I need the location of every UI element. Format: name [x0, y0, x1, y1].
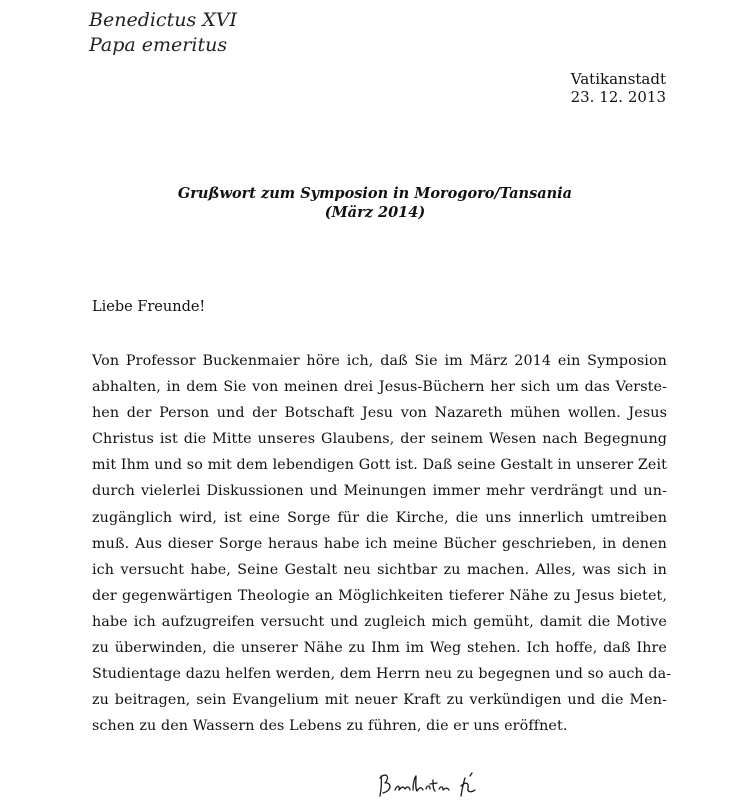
letter-body	[92, 348, 672, 739]
body-line: muß. Aus dieser Sorge heraus habe ich meine Bücher geschrieben, in denen	[92, 535, 667, 552]
body-line: habe ich aufzugreifen versucht und zugleich mich gemüht, damit die Motive	[92, 613, 667, 630]
signature-icon	[375, 768, 495, 804]
salutation: Liebe Freunde!	[92, 299, 206, 315]
date: 23. 12. 2013	[570, 88, 666, 106]
body-line: Studientage dazu helfen werden, dem Herrn neu zu begegnen und so auch da-	[92, 666, 672, 683]
body-line: zu beitragen, sein Evangelium mit neuer Kraft zu verkündigen und die Men-	[92, 692, 667, 709]
place: Vatikanstadt	[570, 70, 666, 88]
body-line: schen zu den Wassern des Lebens zu führen, die er uns eröffnet.	[92, 718, 568, 735]
body-line: Von Professor Buckenmaier höre ich, daß Sie im März 2014 ein Symposion	[92, 353, 667, 369]
body-line: mit Ihm und so mit dem lebendigen Gott ist. Daß seine Gestalt in unserer Zeit	[92, 457, 667, 474]
place-date	[571, 70, 666, 106]
body-line: durch vielerlei Diskussionen und Meinungen immer mehr verdrängt und un-	[92, 483, 667, 500]
body-line: zugänglich wird, ist eine Sorge für die Kirche, die uns innerlich umtreiben	[92, 509, 667, 526]
letterhead-title: Papa emeritus	[89, 34, 228, 56]
letterhead	[89, 8, 237, 58]
heading-line-2: (März 2014)	[324, 204, 426, 221]
body-line: ich versucht habe, Seine Gestalt neu sichtbar zu machen. Alles, was sich in	[92, 561, 667, 578]
body-line: zu überwinden, die unserer Nähe zu Ihm im Weg stehen. Ich hoffe, daß Ihre	[92, 640, 667, 657]
body-line: Christus ist die Mitte unseres Glaubens, der seinem Wesen nach Begegnung	[92, 431, 667, 448]
letterhead-name: Benedictus XVI	[89, 9, 237, 31]
body-line: der gegenwärtigen Theologie an Möglichkeiten tieferer Nähe zu Jesus bietet,	[92, 587, 667, 604]
heading-line-1: Grußwort zum Symposion in Morogoro/Tansania	[177, 185, 573, 202]
document-heading	[0, 184, 750, 222]
body-line: hen der Person und der Botschaft Jesu von Nazareth mühen wollen. Jesus	[92, 405, 667, 422]
body-line: abhalten, in dem Sie von meinen drei Jesus-Büchern her sich um das Verste-	[92, 379, 667, 396]
